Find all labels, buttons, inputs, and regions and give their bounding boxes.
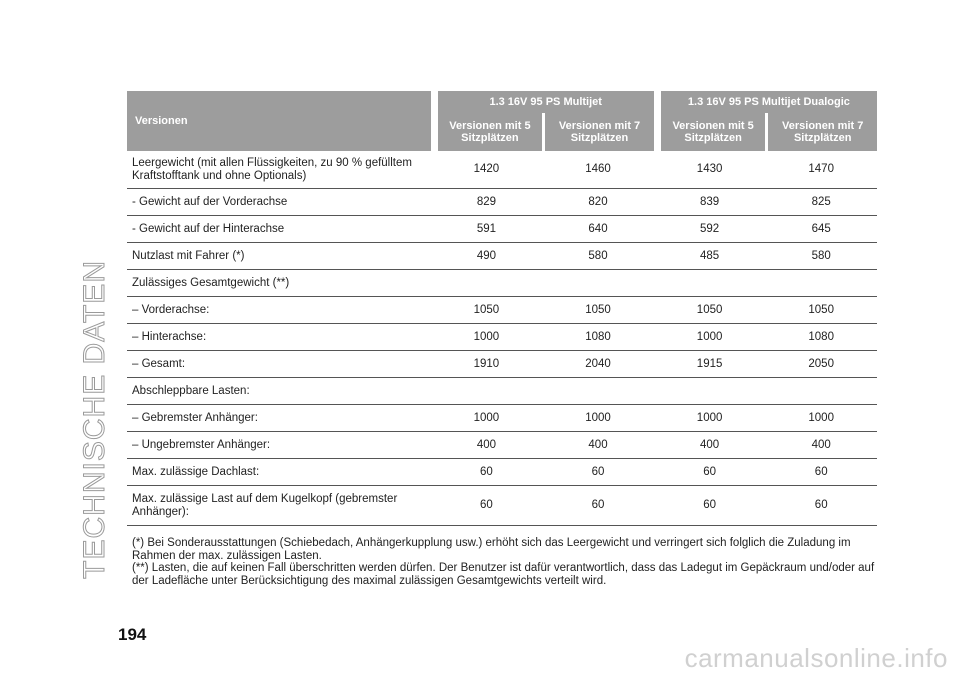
value-cell (765, 378, 877, 405)
value-cell: 591 (431, 216, 543, 243)
value-cell (431, 270, 543, 297)
footnote-2: (**) Lasten, die auf keinen Fall überschritten werden dürfen. Der Benutzer ist dafür verantwortlich, dass das Ladegut im Gepäckraum und/oder auf der Ladefläche unter Berücksichtigung des maximal zulässigen Gesamtgewichts verteilt wird. (132, 562, 875, 587)
value-cell: 1050 (431, 297, 543, 324)
value-cell: 1915 (654, 351, 766, 378)
value-cell: 2040 (542, 351, 654, 378)
value-cell (542, 378, 654, 405)
value-cell: 60 (542, 486, 654, 526)
value-cell: 400 (431, 432, 543, 459)
value-cell: 580 (542, 243, 654, 270)
row-label: Abschleppbare Lasten: (127, 378, 431, 405)
group-header-multijet: 1.3 16V 95 PS Multijet (431, 91, 654, 113)
value-cell: 1050 (765, 297, 877, 324)
row-label: - Gewicht auf der Hinterachse (127, 216, 431, 243)
versions-header: Versionen (127, 91, 431, 151)
value-cell: 60 (542, 459, 654, 486)
subheader-5-seats: Versionen mit 5 Sitzplätzen (654, 113, 766, 151)
table-header (127, 91, 877, 151)
value-cell: 1000 (654, 405, 766, 432)
group-header-dualogic: 1.3 16V 95 PS Multijet Dualogic (654, 91, 877, 113)
subheader-7-seats: Versionen mit 7 Sitzplätzen (542, 113, 654, 151)
value-cell: 60 (765, 459, 877, 486)
value-cell (654, 378, 766, 405)
row-label: Leergewicht (mit allen Flüssigkeiten, zu 90 % gefülltem Kraftstofftank und ohne Optionals) (127, 151, 431, 189)
value-cell: 1000 (431, 324, 543, 351)
row-label: Max. zulässige Dachlast: (127, 459, 431, 486)
section-title-text: TECHNISCHE DATEN (78, 260, 111, 579)
table-row (127, 270, 877, 297)
value-cell: 485 (654, 243, 766, 270)
value-cell: 1420 (431, 151, 543, 189)
row-label: – Hinterachse: (127, 324, 431, 351)
weights-table (127, 91, 877, 526)
table-row (127, 216, 877, 243)
value-cell: 1460 (542, 151, 654, 189)
value-cell: 645 (765, 216, 877, 243)
table-row (127, 378, 877, 405)
value-cell: 1910 (431, 351, 543, 378)
row-label: - Gewicht auf der Vorderachse (127, 189, 431, 216)
row-label: Zulässiges Gesamtgewicht (**) (127, 270, 431, 297)
table-row (127, 189, 877, 216)
value-cell: 60 (765, 486, 877, 526)
value-cell: 1080 (542, 324, 654, 351)
value-cell: 400 (765, 432, 877, 459)
value-cell: 2050 (765, 351, 877, 378)
value-cell: 60 (654, 459, 766, 486)
value-cell: 640 (542, 216, 654, 243)
value-cell (654, 270, 766, 297)
value-cell: 580 (765, 243, 877, 270)
value-cell: 1000 (765, 405, 877, 432)
value-cell (542, 270, 654, 297)
value-cell: 1470 (765, 151, 877, 189)
value-cell: 1050 (542, 297, 654, 324)
value-cell: 1430 (654, 151, 766, 189)
row-label: – Vorderachse: (127, 297, 431, 324)
table-row (127, 297, 877, 324)
value-cell: 490 (431, 243, 543, 270)
value-cell: 592 (654, 216, 766, 243)
table-row (127, 243, 877, 270)
table-body (127, 151, 877, 526)
value-cell: 820 (542, 189, 654, 216)
page-number: 194 (118, 625, 147, 644)
value-cell: 60 (654, 486, 766, 526)
value-cell: 1000 (654, 324, 766, 351)
value-cell: 839 (654, 189, 766, 216)
table-row (127, 151, 877, 189)
row-label: – Ungebremster Anhänger: (127, 432, 431, 459)
footnote-1: (*) Bei Sonderausstattungen (Schiebedach, Anhängerkupplung usw.) erhöht sich das Leergewicht und verringert sich folglich die Zuladung im Rahmen der max. zulässigen Lasten. (132, 537, 851, 562)
table-row (127, 459, 877, 486)
value-cell: 60 (431, 486, 543, 526)
value-cell: 825 (765, 189, 877, 216)
watermark: carmanualsonline.info (684, 643, 948, 673)
value-cell: 1050 (654, 297, 766, 324)
row-label: – Gesamt: (127, 351, 431, 378)
row-label: Max. zulässige Last auf dem Kugelkopf (gebremster Anhänger): (127, 486, 431, 526)
value-cell: 829 (431, 189, 543, 216)
table-row (127, 486, 877, 526)
section-title (70, 40, 130, 579)
value-cell (431, 378, 543, 405)
value-cell: 1000 (542, 405, 654, 432)
table-row (127, 432, 877, 459)
value-cell: 400 (654, 432, 766, 459)
value-cell: 1000 (431, 405, 543, 432)
table-row (127, 405, 877, 432)
row-label: Nutzlast mit Fahrer (*) (127, 243, 431, 270)
subheader-7-seats: Versionen mit 7 Sitzplätzen (765, 113, 877, 151)
table-row (127, 324, 877, 351)
value-cell (765, 270, 877, 297)
subheader-5-seats: Versionen mit 5 Sitzplätzen (431, 113, 543, 151)
row-label: – Gebremster Anhänger: (127, 405, 431, 432)
value-cell: 60 (431, 459, 543, 486)
value-cell: 1080 (765, 324, 877, 351)
table-row (127, 351, 877, 378)
value-cell: 400 (542, 432, 654, 459)
